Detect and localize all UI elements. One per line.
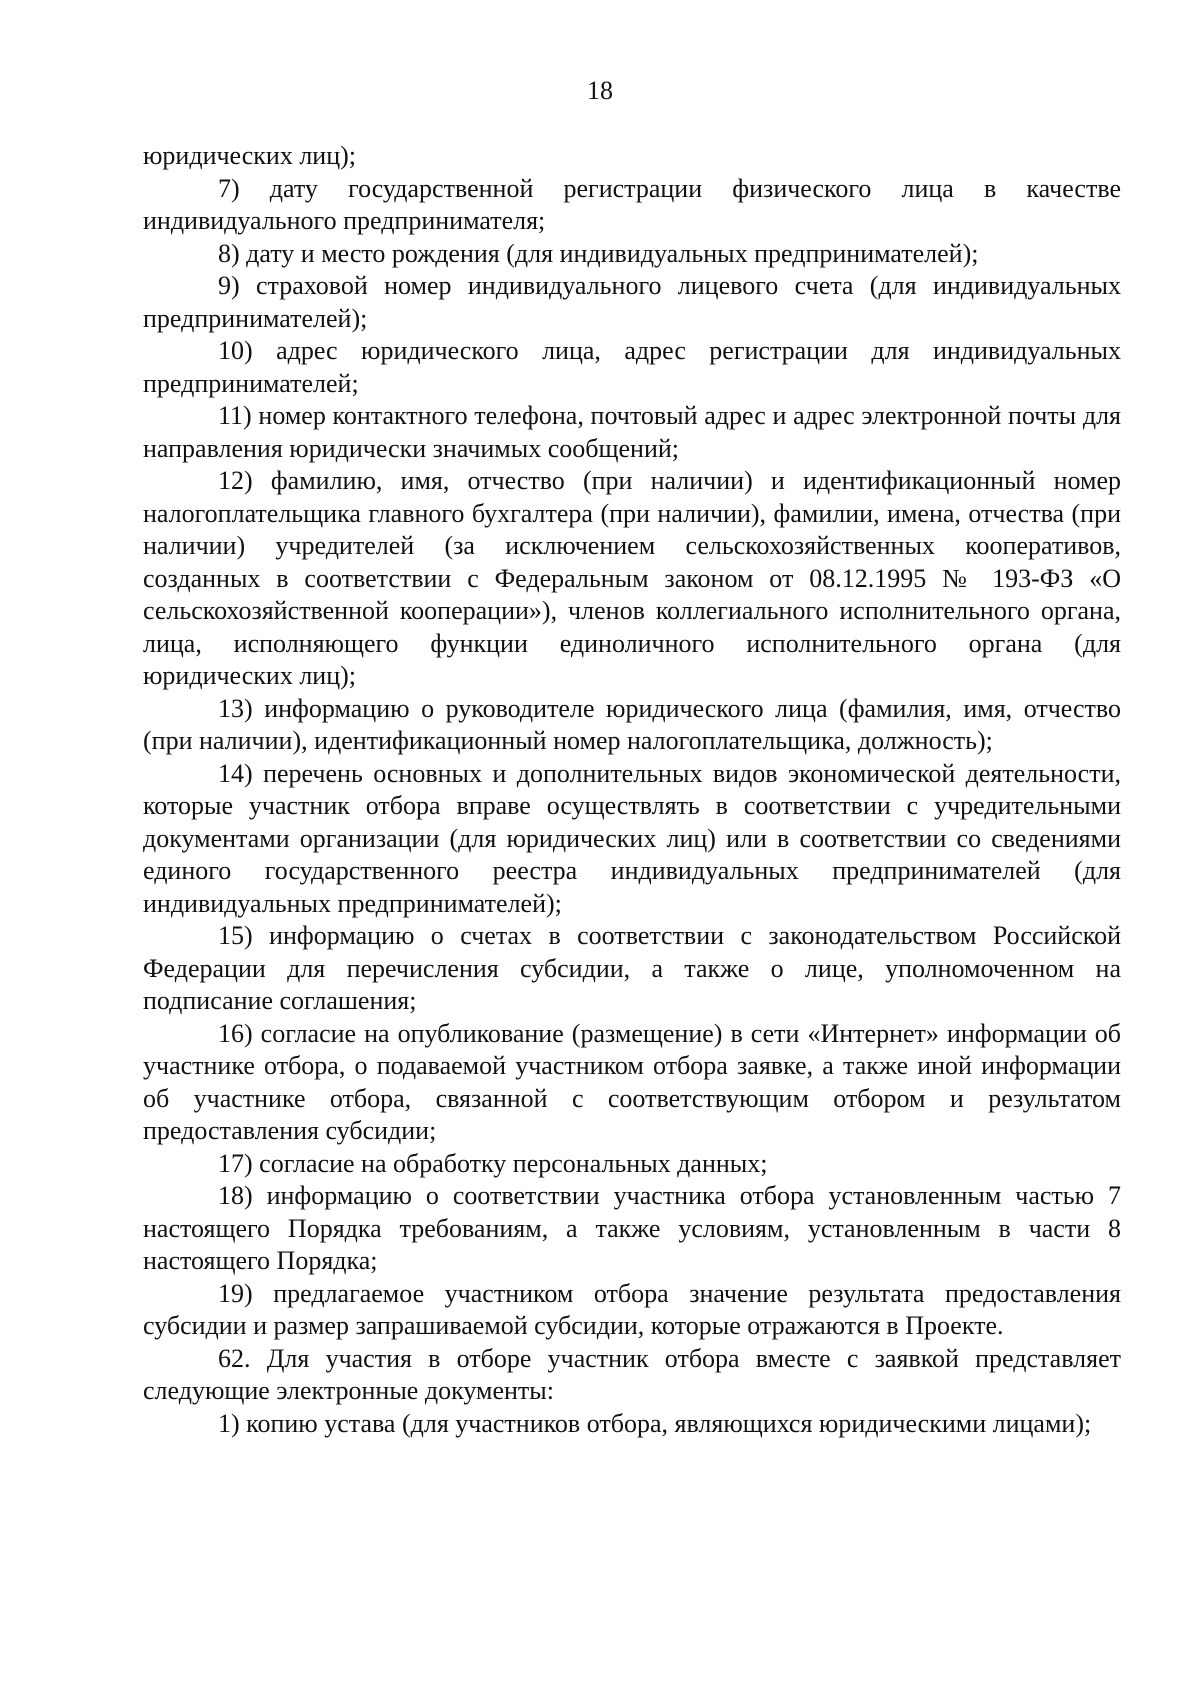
list-item-9: 9) страховой номер индивидуального лицевого счета (для индивидуальных предпринимателей); — [143, 271, 1121, 333]
list-item-17: 17) согласие на обработку персональных данных; — [218, 1148, 768, 1178]
list-item-14: 14) перечень основных и дополнительных видов экономической деятельности, которые участник отбора вправе осуществлять в соответствии с учредительными документами организации (для юридических лиц) или в соответствии со сведениями единого государственного реестра индивидуальных предпринимателей (для индивидуальных предпринимателей); — [143, 758, 1121, 918]
list-item-15: 15) информацию о счетах в соответствии с законодательством Российской Федерации для перечисления субсидии, а также о лице, уполномоченном на подписание соглашения; — [143, 921, 1121, 1015]
list-item-19: 19) предлагаемое участником отбора значение результата предоставления субсидии и размер запрашиваемой субсидии, которые отражаются в Проекте. — [143, 1278, 1121, 1340]
list-item-7: 7) дату государственной регистрации физического лица в качестве индивидуального предпринимателя; — [143, 173, 1121, 235]
list-item-13: 13) информацию о руководителе юридического лица (фамилия, имя, отчество (при наличии), идентификационный номер налогоплательщика, должность); — [143, 693, 1121, 755]
paragraph-continuation: юридических лиц); — [143, 141, 357, 170]
list-item-16: 16) согласие на опубликование (размещение) в сети «Интернет» информации об участнике отбора, о подаваемой участником отбора заявке, а также иной информации об участнике отбора, связанной с соответствующим отбором и результатом предоставления субсидии; — [143, 1018, 1121, 1145]
list-item-12: 12) фамилию, имя, отчество (при наличии) и идентификационный номер налогоплательщика главного бухгалтера (при наличии), фамилии, имена, отчества (при наличии) учредителей (за исключением сельскохозяйственных кооперативов, созданных в соответствии с Федеральным законом от 08.12.1995 № 193-ФЗ «О сельскохозяйственной кооперации»), членов коллегиального исполнительного органа, лица, исполняющего функции единоличного исполнительного органа (для юридических лиц); — [143, 466, 1121, 690]
section-62-item-1: 1) копию устава (для участников отбора, являющихся юридическими лицами); — [218, 1408, 1092, 1438]
list-item-18: 18) информацию о соответствии участника отбора установленным частью 7 настоящего Порядка требованиям, а также условиям, установленным в части 8 настоящего Порядка; — [143, 1181, 1121, 1275]
list-item-8: 8) дату и место рождения (для индивидуальных предпринимателей); — [218, 238, 979, 268]
page-number: 18 — [587, 76, 613, 105]
document-body — [143, 140, 1121, 1440]
section-62: 62. Для участия в отборе участник отбора вместе с заявкой представляет следующие электронные документы: — [143, 1343, 1121, 1405]
list-item-11: 11) номер контактного телефона, почтовый адрес и адрес электронной почты для направления юридически значимых сообщений; — [143, 401, 1121, 463]
list-item-10: 10) адрес юридического лица, адрес регистрации для индивидуальных предпринимателей; — [143, 336, 1121, 398]
